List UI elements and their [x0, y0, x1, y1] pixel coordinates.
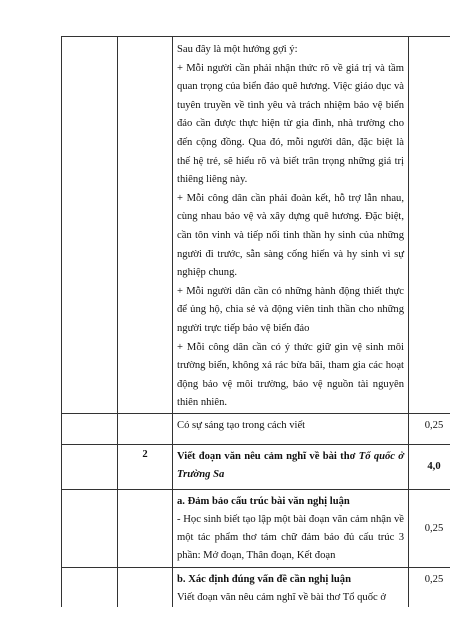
empty-cell — [118, 413, 173, 444]
empty-cell — [118, 567, 173, 607]
question-title-poem: Tổ quốc ở Trường Sa — [177, 450, 404, 480]
part-a-body: - Học sinh biết tạo lập một bài đoạn văn cảm nhận về một tác phẩm thơ tám chữ đảm bảo đủ cấu trúc 3 phần: Mở đoạn, Thân đoạn, Kết đoạn — [177, 513, 404, 561]
creativity-score: 0,25 — [424, 419, 444, 431]
part-b-heading: b. Xác định đúng vấn đề cần nghị luận — [177, 573, 351, 585]
question-score: 4,0 — [409, 444, 450, 489]
table-row — [62, 444, 450, 489]
question-title-cell — [173, 444, 409, 489]
creativity-text: Có sự sáng tạo trong cách viết — [177, 419, 306, 431]
part-b-body: Viết đoạn văn nêu cảm nghĩ về bài thơ Tổ quốc ở — [177, 591, 386, 603]
content-cell — [173, 37, 409, 414]
table-row — [62, 567, 450, 607]
score-cell — [409, 413, 450, 444]
part-a-score: 0,25 — [409, 489, 450, 567]
empty-cell — [118, 489, 173, 567]
question-number: 2 — [118, 444, 173, 489]
part-a-cell — [173, 489, 409, 567]
empty-cell — [62, 567, 118, 607]
point-text: + Mỗi người dân cần có những hành động thiết thực để ủng hộ, chia sẻ và động viên tinh thần cho những người trực tiếp bảo vệ biển đảo — [177, 285, 404, 334]
part-b-cell — [173, 567, 409, 607]
empty-cell — [62, 413, 118, 444]
intro-text: Sau đây là một hướng gợi ý: — [177, 44, 298, 55]
part-a-heading: a. Đảm bảo cấu trúc bài văn nghị luận — [177, 495, 350, 507]
empty-score-cell — [409, 37, 450, 414]
part-b-score: 0,25 — [424, 573, 444, 585]
point-text: + Mỗi công dân cần có ý thức giữ gìn vệ sinh môi trường biển, không xả rác bừa bãi, tham gia các hoạt động bảo vệ môi trường, bảo vệ nguồn tài nguyên thiên nhiên. — [177, 341, 404, 409]
empty-cell — [62, 489, 118, 567]
empty-cell — [62, 37, 118, 414]
answer-table — [61, 36, 450, 607]
question-title-text: Viết đoạn văn nêu cảm nghĩ về bài thơ — [177, 450, 359, 462]
creativity-cell — [173, 413, 409, 444]
table-row — [62, 37, 450, 414]
empty-cell — [62, 444, 118, 489]
question-title — [173, 445, 408, 484]
table-row — [62, 489, 450, 567]
point-text: + Mỗi người cần phải nhận thức rõ về giá trị và tầm quan trọng của biển đảo quê hương. Việc giáo dục và tuyên truyền về tình yêu và trách nhiệm bảo vệ biển đảo cần được thực hiện từ gia đình, nhà trường cho đến cộng đồng. Qua đó, mỗi người dân, đặc biệt là thế hệ trẻ, sẽ hiểu rõ và biết trân trọng những giá trị thiêng liêng này. — [177, 62, 404, 186]
empty-cell — [118, 37, 173, 414]
point-text: + Mỗi công dân cần phải đoàn kết, hỗ trợ lẫn nhau, cùng nhau bảo vệ và xây dựng quê hương. Đặc biệt, cần tôn vinh và tiếp nối tinh thần hy sinh của những người đi trước, sẵn sàng cống hiến và hy sinh vì sự nghiệp chung. — [177, 192, 404, 279]
table-row — [62, 413, 450, 444]
part-b-score-cell — [409, 567, 450, 607]
